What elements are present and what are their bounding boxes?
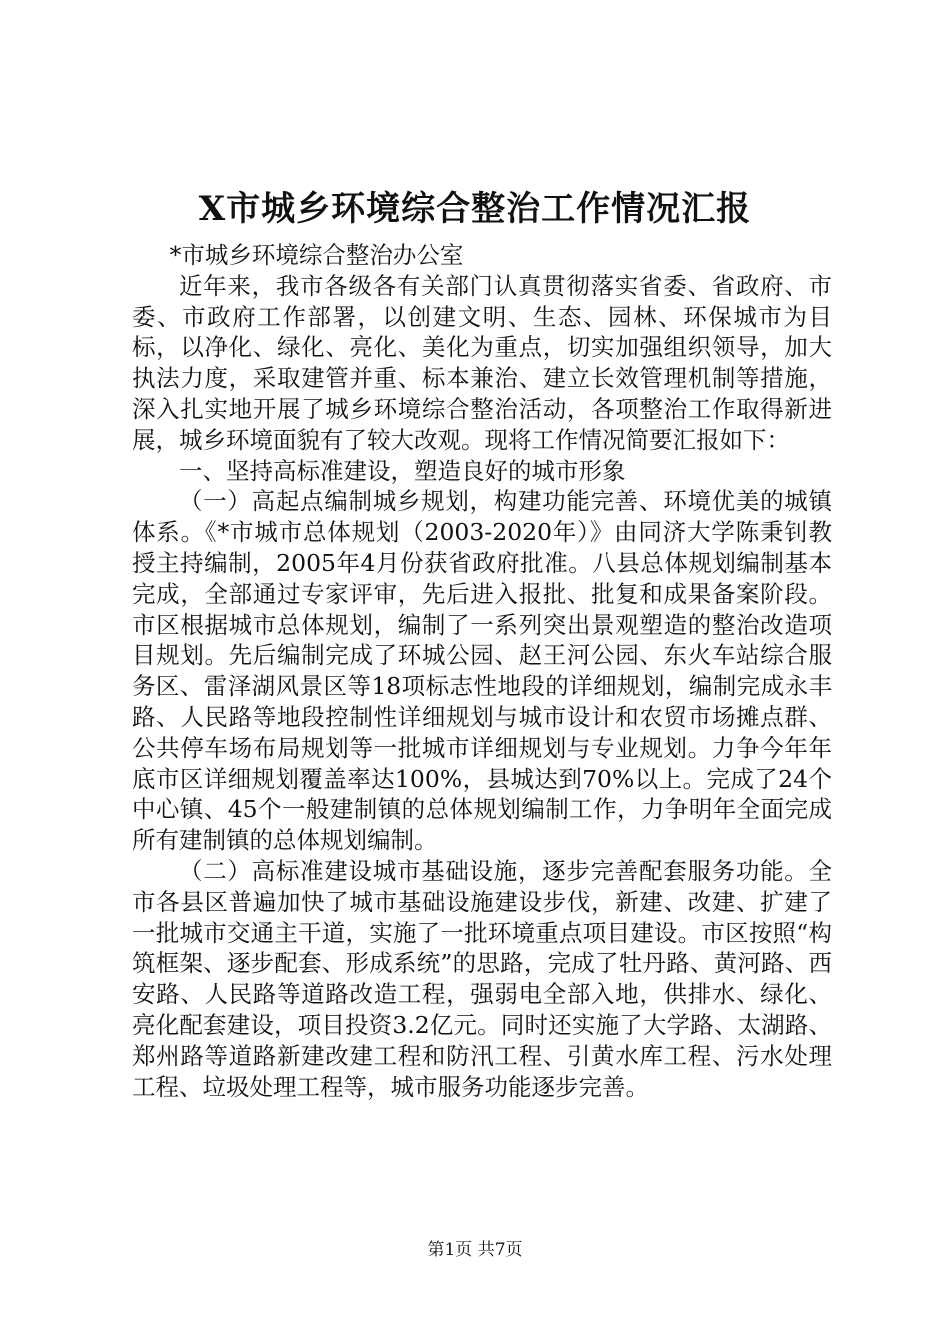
paragraph-subsection-2: （二）高标准建设城市基础设施，逐步完善配套服务功能。全市各县区普遍加快了城市基础设施建设步伐，新建、改建、扩建了一批城市交通主干道，实施了一批环境重点项目建设。市区按照“构筑框架、逐步配套、形成系统”的思路，完成了牡丹路、黄河路、西安路、人民路等道路改造工程，强弱电全部入地，供排水、绿化、亮化配套建设，项目投资3.2亿元。同时还实施了大学路、太湖路、郑州路等道路新建改建工程和防汛工程、引黄水库工程、污水处理工程、垃圾处理工程等，城市服务功能逐步完善。 [132, 856, 832, 1101]
document-title: X市城乡环境综合整治工作情况汇报 [198, 189, 752, 229]
paragraph-intro: 近年来，我市各级各有关部门认真贯彻落实省委、省政府、市委、市政府工作部署，以创建文明、生态、园林、环保城市为目标，以净化、绿化、亮化、美化为重点，切实加强组织领导，加大执法力度，采取建管并重、标本兼治、建立长效管理机制等措施，深入扎实地开展了城乡环境综合整治活动，各项整治工作取得新进展，城乡环境面貌有了较大改观。现将工作情况简要汇报如下： [132, 271, 832, 454]
page-footer: 第1页 共7页 [427, 1240, 523, 1260]
section-heading-1: 一、坚持高标准建设，塑造良好的城市形象 [179, 456, 626, 485]
paragraph-subsection-1: （一）高起点编制城乡规划，构建功能完善、环境优美的城镇体系。《*市城市总体规划（2003-2020年）》由同济大学陈秉钊教授主持编制，2005年4月份获省政府批准。八县总体规划编制基本完成，全部通过专家评审，先后进入报批、批复和成果备案阶段。市区根据城市总体规划，编制了一系列突出景观塑造的整治改造项目规划。先后编制完成了环城公园、赵王河公园、东火车站综合服务区、雷泽湖风景区等18项标志性地段的详细规划，编制完成永丰路、人民路等地段控制性详细规划与城市设计和农贸市场摊点群、公共停车场布局规划等一批城市详细规划与专业规划。力争今年年底市区详细规划覆盖率达100%，县城达到70%以上。完成了24个中心镇、45个一般建制镇的总体规划编制工作，力争明年全面完成所有建制镇的总体规划编制。 [132, 487, 832, 855]
document-body [132, 240, 832, 1102]
issuer-line: *市城乡环境综合整治办公室 [169, 241, 464, 269]
